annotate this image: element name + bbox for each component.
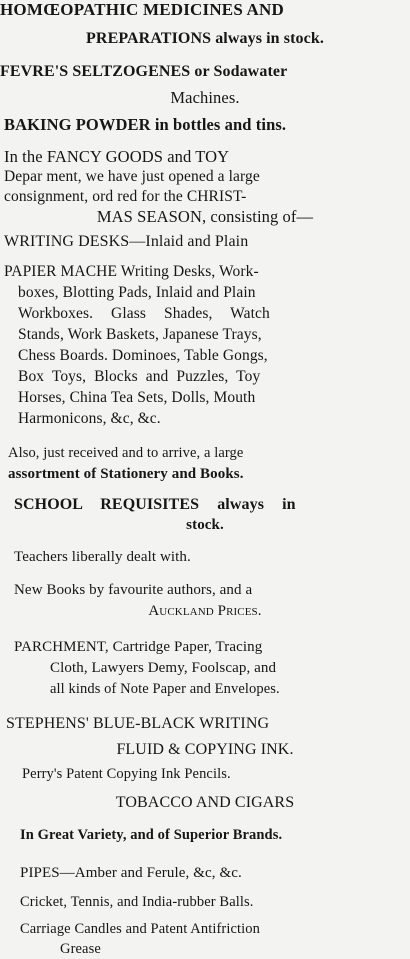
ad-line: BAKING POWDER in bottles and tins. xyxy=(4,115,287,134)
ad-line: Stands, Work Baskets, Japanese Trays, xyxy=(18,326,262,343)
ad-line: MAS SEASON, consisting of— xyxy=(96,207,314,226)
ad-line: Workboxes. Glass Shades, Watch xyxy=(18,305,270,322)
ad-line: PAPIER MACHE Writing Desks, Work- xyxy=(4,263,259,280)
ad-line: Cricket, Tennis, and India-rubber Balls. xyxy=(20,894,254,910)
ad-line: Grease xyxy=(60,941,101,957)
ad-line: In Great Variety, and of Superior Brands. xyxy=(20,827,283,843)
ad-line: WRITING DESKS—Inlaid and Plain xyxy=(4,233,249,250)
ad-line: PREPARATIONS always in stock. xyxy=(86,30,324,47)
ad-line: Auckland Prices. xyxy=(148,603,262,619)
ad-line: Carriage Candles and Patent Antifriction xyxy=(20,921,260,937)
ad-line: STEPHENS' BLUE-BLACK WRITING xyxy=(6,715,270,732)
ad-line: all kinds of Note Paper and Envelopes. xyxy=(50,681,280,697)
ad-line: HOMŒOPATHIC MEDICINES AND xyxy=(0,0,284,19)
ad-line: TOBACCO AND CIGARS xyxy=(115,794,295,811)
ad-line: stock. xyxy=(186,517,224,533)
ad-line: PIPES—Amber and Ferule, &c, &c. xyxy=(20,865,242,881)
ad-line: consignment, ord red for the CHRIST- xyxy=(4,188,247,205)
ad-line: assortment of Stationery and Books. xyxy=(8,466,244,482)
ad-line: Machines. xyxy=(170,88,240,107)
ad-line: boxes, Blotting Pads, Inlaid and Plain xyxy=(18,284,256,301)
ad-line: Perry's Patent Copying Ink Pencils. xyxy=(22,766,231,782)
ad-line: Cloth, Lawyers Demy, Foolscap, and xyxy=(50,660,277,676)
ad-line: FEVRE'S SELTZOGENES or Sodawater xyxy=(0,63,288,80)
ad-line: Teachers liberally dealt with. xyxy=(14,549,191,565)
ad-line: Also, just received and to arrive, a large xyxy=(8,445,244,461)
ad-line: FLUID & COPYING INK. xyxy=(116,741,294,758)
ad-line: Horses, China Tea Sets, Dolls, Mouth xyxy=(18,389,256,406)
ad-line: New Books by favourite authors, and a xyxy=(14,582,253,598)
ad-line: In the FANCY GOODS and TOY xyxy=(4,147,230,166)
ad-line: SCHOOL REQUISITES always in xyxy=(14,496,296,513)
ad-line: Chess Boards. Dominoes, Table Gongs, xyxy=(18,347,268,364)
ad-line: Depar ment, we have just opened a large xyxy=(4,168,260,185)
ad-line: Box Toys, Blocks and Puzzles, Toy xyxy=(18,368,261,385)
ad-line: Harmonicons, &c, &c. xyxy=(18,410,161,427)
ad-line: PARCHMENT, Cartridge Paper, Tracing xyxy=(14,639,263,655)
